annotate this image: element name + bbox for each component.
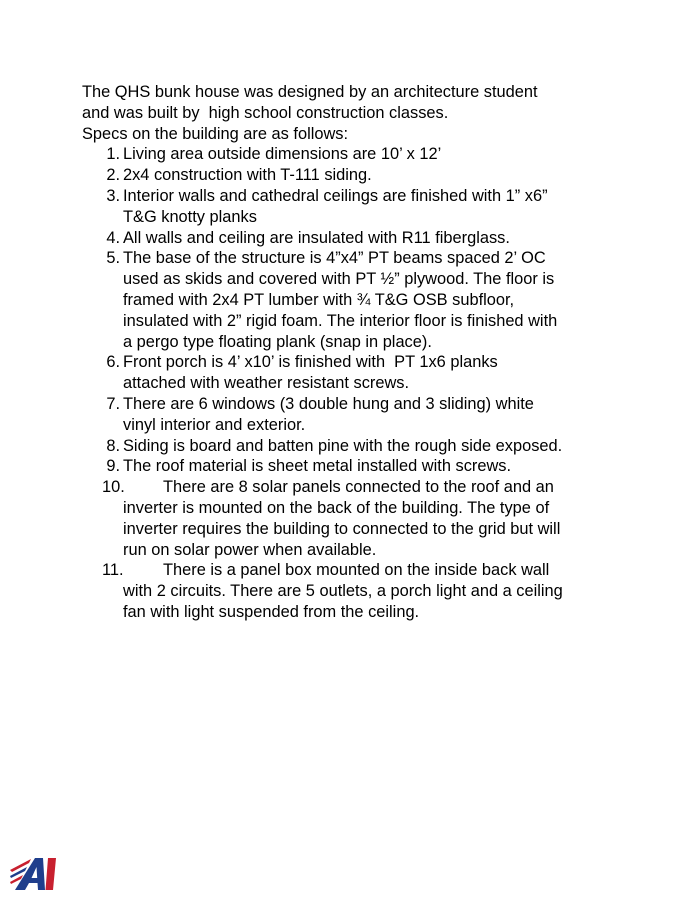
ai-logo-icon xyxy=(9,856,61,892)
spec-item xyxy=(82,352,672,394)
intro xyxy=(82,82,672,144)
spec-item xyxy=(82,248,672,352)
spec-text: There are 6 windows (3 double hung and 3 sliding) white vinyl interior and exterior. xyxy=(123,394,534,434)
spec-number: 9. xyxy=(106,457,120,476)
spec-text: All walls and ceiling are insulated with R11 fiberglass. xyxy=(123,228,510,247)
spec-item xyxy=(82,165,672,186)
spec-item xyxy=(82,436,672,457)
spec-text: The base of the structure is 4”x4” PT beams spaced 2’ OC used as skids and covered with PT ½” plywood. The floor is framed with 2x4 PT lumber with ¾ T&G OSB subfloor, insulated with 2” rigid foam. The interior floor is finished with a pergo type floating plank (snap in place). xyxy=(123,249,558,351)
spec-number: 4. xyxy=(106,228,120,247)
spec-number: 7. xyxy=(106,394,120,413)
spec-number: 5. xyxy=(106,249,120,268)
spec-text: Siding is board and batten pine with the rough side exposed. xyxy=(123,436,563,455)
intro-line: The QHS bunk house was designed by an architecture student xyxy=(82,83,538,101)
spec-item xyxy=(82,228,672,249)
spec-text: Front porch is 4’ x10’ is finished with PT 1x6 planks attached with weather resistant screws. xyxy=(123,353,498,393)
spec-number: 2. xyxy=(106,166,120,185)
spec-number: 11. xyxy=(102,561,124,580)
document-text xyxy=(82,82,672,623)
spec-number: 3. xyxy=(106,186,120,205)
spec-number: 10. xyxy=(102,478,125,497)
spec-item xyxy=(82,394,672,436)
intro-line: and was built by high school construction classes. xyxy=(82,103,449,122)
spec-item xyxy=(82,560,672,622)
spec-list xyxy=(82,144,672,622)
spec-number: 6. xyxy=(106,353,120,372)
spec-item xyxy=(82,144,672,165)
spec-number: 1. xyxy=(106,145,120,164)
spec-text: Living area outside dimensions are 10’ x 12’ xyxy=(123,145,442,164)
spec-text: There are 8 solar panels connected to the roof and an inverter is mounted on the back of the building. The type of inverter requires the building to connected to the grid but will run on solar power when available. xyxy=(123,478,561,559)
spec-item xyxy=(82,186,672,228)
spec-item xyxy=(82,456,672,477)
spec-text: Interior walls and cathedral ceilings are finished with 1” x6” T&G knotty planks xyxy=(123,186,548,226)
spec-text: There is a panel box mounted on the inside back wall with 2 circuits. There are 5 outlets, a porch light and a ceiling fan with light suspended from the ceiling. xyxy=(123,561,563,621)
spec-number: 8. xyxy=(106,436,120,455)
spec-text: The roof material is sheet metal installed with screws. xyxy=(123,457,512,476)
spec-item xyxy=(82,477,672,560)
spec-text: 2x4 construction with T-111 siding. xyxy=(123,166,372,185)
intro-line: Specs on the building are as follows: xyxy=(82,124,349,143)
